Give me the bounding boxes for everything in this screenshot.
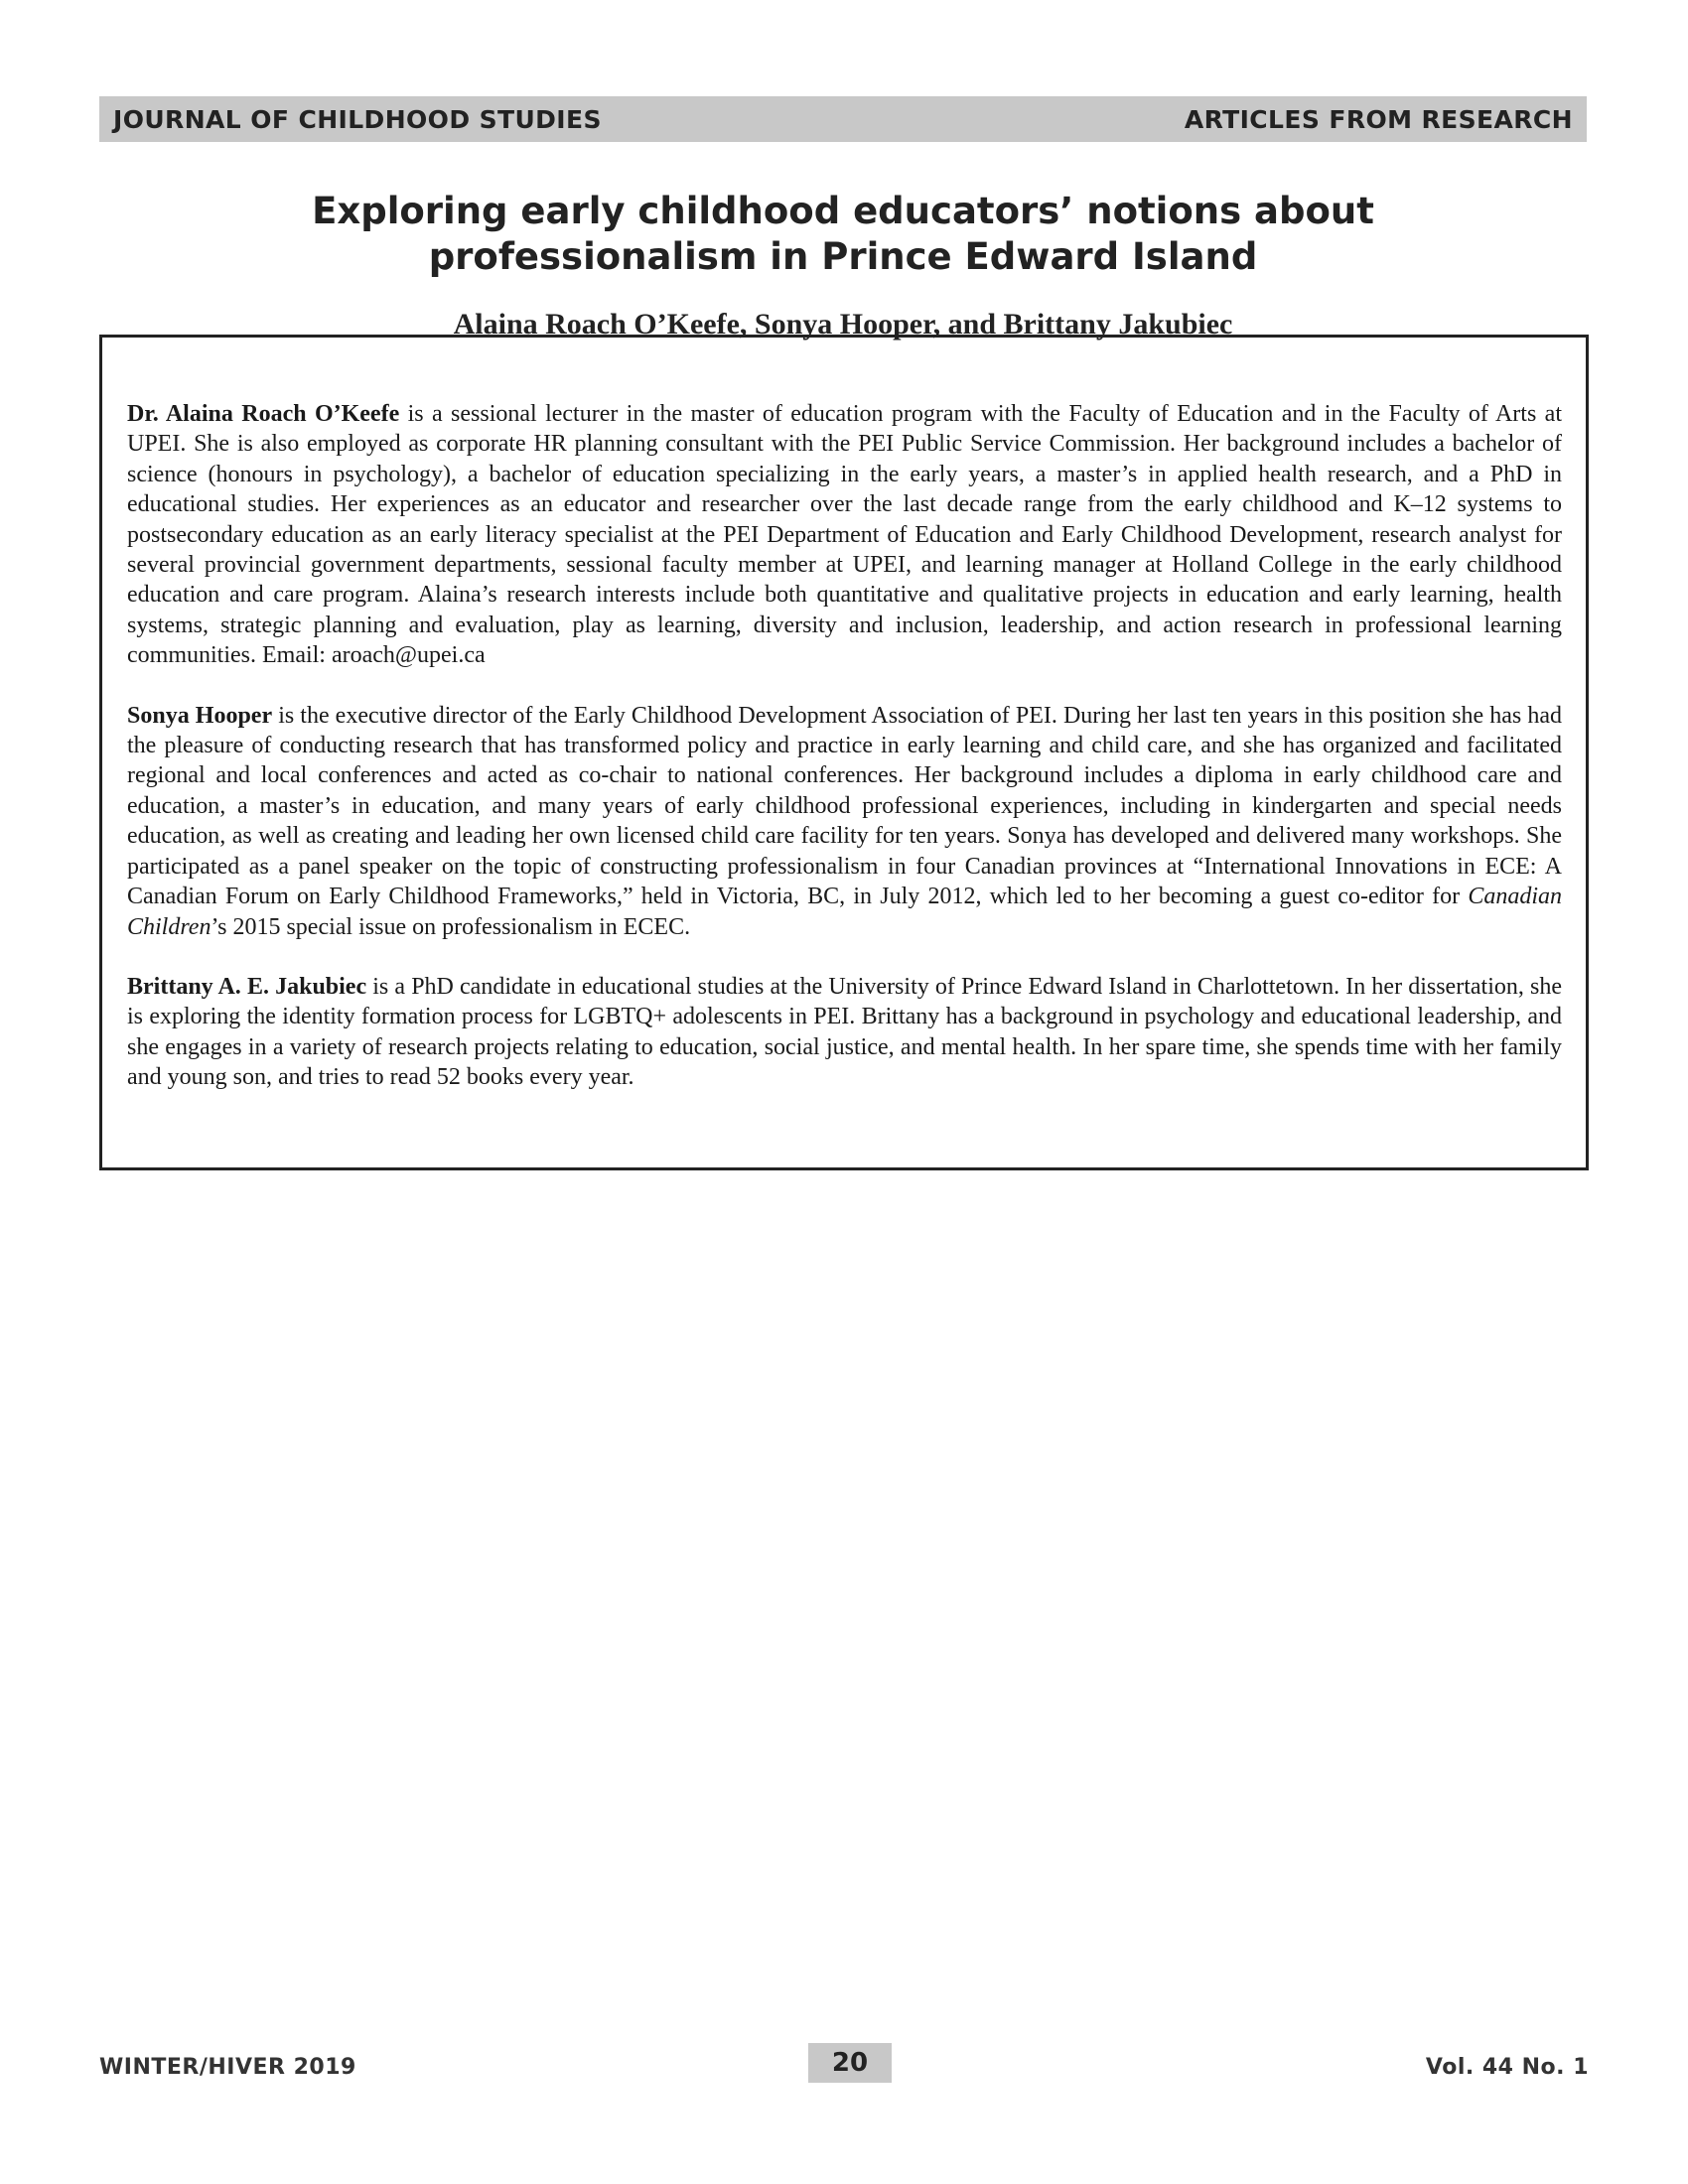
author-bio-jakubiec [127, 972, 1562, 1093]
page-number: 20 [808, 2043, 892, 2083]
author-bio-name: Dr. Alaina Roach O’Keefe [127, 401, 400, 427]
journal-name: JOURNAL OF CHILDHOOD STUDIES [113, 104, 602, 134]
author-bio-text: is a sessional lecturer in the master of education program with the Faculty of Education and in the Faculty of Arts at UPEI. She is also employed as corporate HR planning consultant with the PEI Public Service Commission. Her background includes a bachelor of science (honours in psychology), a bachelor of education specializing in the early years, a master’s in applied health research, and a PhD in educational studies. Her experiences as an educator and researcher over the last decade range from the early childhood and K–12 systems to postsecondary education as an early literacy specialist at the PEI Department of Education and Early Childhood Development, research analyst for several provincial government departments, sessional faculty member at UPEI, and learning manager at Holland College in the early childhood education and care program. Alaina’s research interests include both quantitative and qualitative projects in education and early learning, health systems, strategic planning and evaluation, play as learning, diversity and inclusion, leadership, and action research in professional learning communities. Email: aroach@upei.ca [127, 401, 1562, 669]
author-bio-name: Brittany A. E. Jakubiec [127, 973, 367, 1000]
journal-title-italic: Canadian Children [127, 884, 1562, 940]
issue-season: WINTER/HIVER 2019 [99, 2055, 356, 2080]
article-title-line-2: professionalism in Prince Edward Island [428, 235, 1258, 278]
running-header [99, 96, 1587, 142]
article-authors: Alaina Roach O’Keefe, Sonya Hooper, and Brittany Jakubiec [453, 308, 1233, 341]
article-title-line-1: Exploring early childhood educators’ notions about [312, 190, 1374, 232]
author-bio-okeefe [127, 399, 1562, 671]
author-bio-text-after: ’s 2015 special issue on professionalism in ECEC. [211, 913, 691, 940]
author-bio-text: is a PhD candidate in educational studies at the University of Prince Edward Island in Charlottetown. In her dissertation, she is exploring the identity formation process for LGBTQ+ adolescents in PEI. Brittany has a background in psychology and educational leadership, and she engages in a variety of research projects relating to education, social justice, and mental health. In her spare time, she spends time with her family and young son, and tries to read 52 books every year. [127, 973, 1562, 1091]
author-bios-box [99, 335, 1589, 1170]
author-bio-hooper [127, 701, 1562, 942]
article-title [99, 189, 1587, 280]
section-name: ARTICLES FROM RESEARCH [1184, 104, 1573, 134]
author-bio-name: Sonya Hooper [127, 702, 273, 729]
author-bio-text: is the executive director of the Early Childhood Development Association of PEI. During her last ten years in this position she has had the pleasure of conducting research that has transformed policy and practice in early learning and child care, and she has organized and facilitated regional and local conferences and acted as co-chair to national conferences. Her background includes a diploma in early childhood care and education, a master’s in education, and many years of early childhood professional experiences, including in kindergarten and special needs education, as well as creating and leading her own licensed child care facility for ten years. Sonya has developed and delivered many workshops. She participated as a panel speaker on the topic of constructing professionalism in four Canadian provinces at “International Innovations in ECE: A Canadian Forum on Early Childhood Frameworks,” held in Victoria, BC, in July 2012, which led to her becoming a guest co-editor for [127, 702, 1563, 910]
volume-number: Vol. 44 No. 1 [1425, 2055, 1589, 2080]
